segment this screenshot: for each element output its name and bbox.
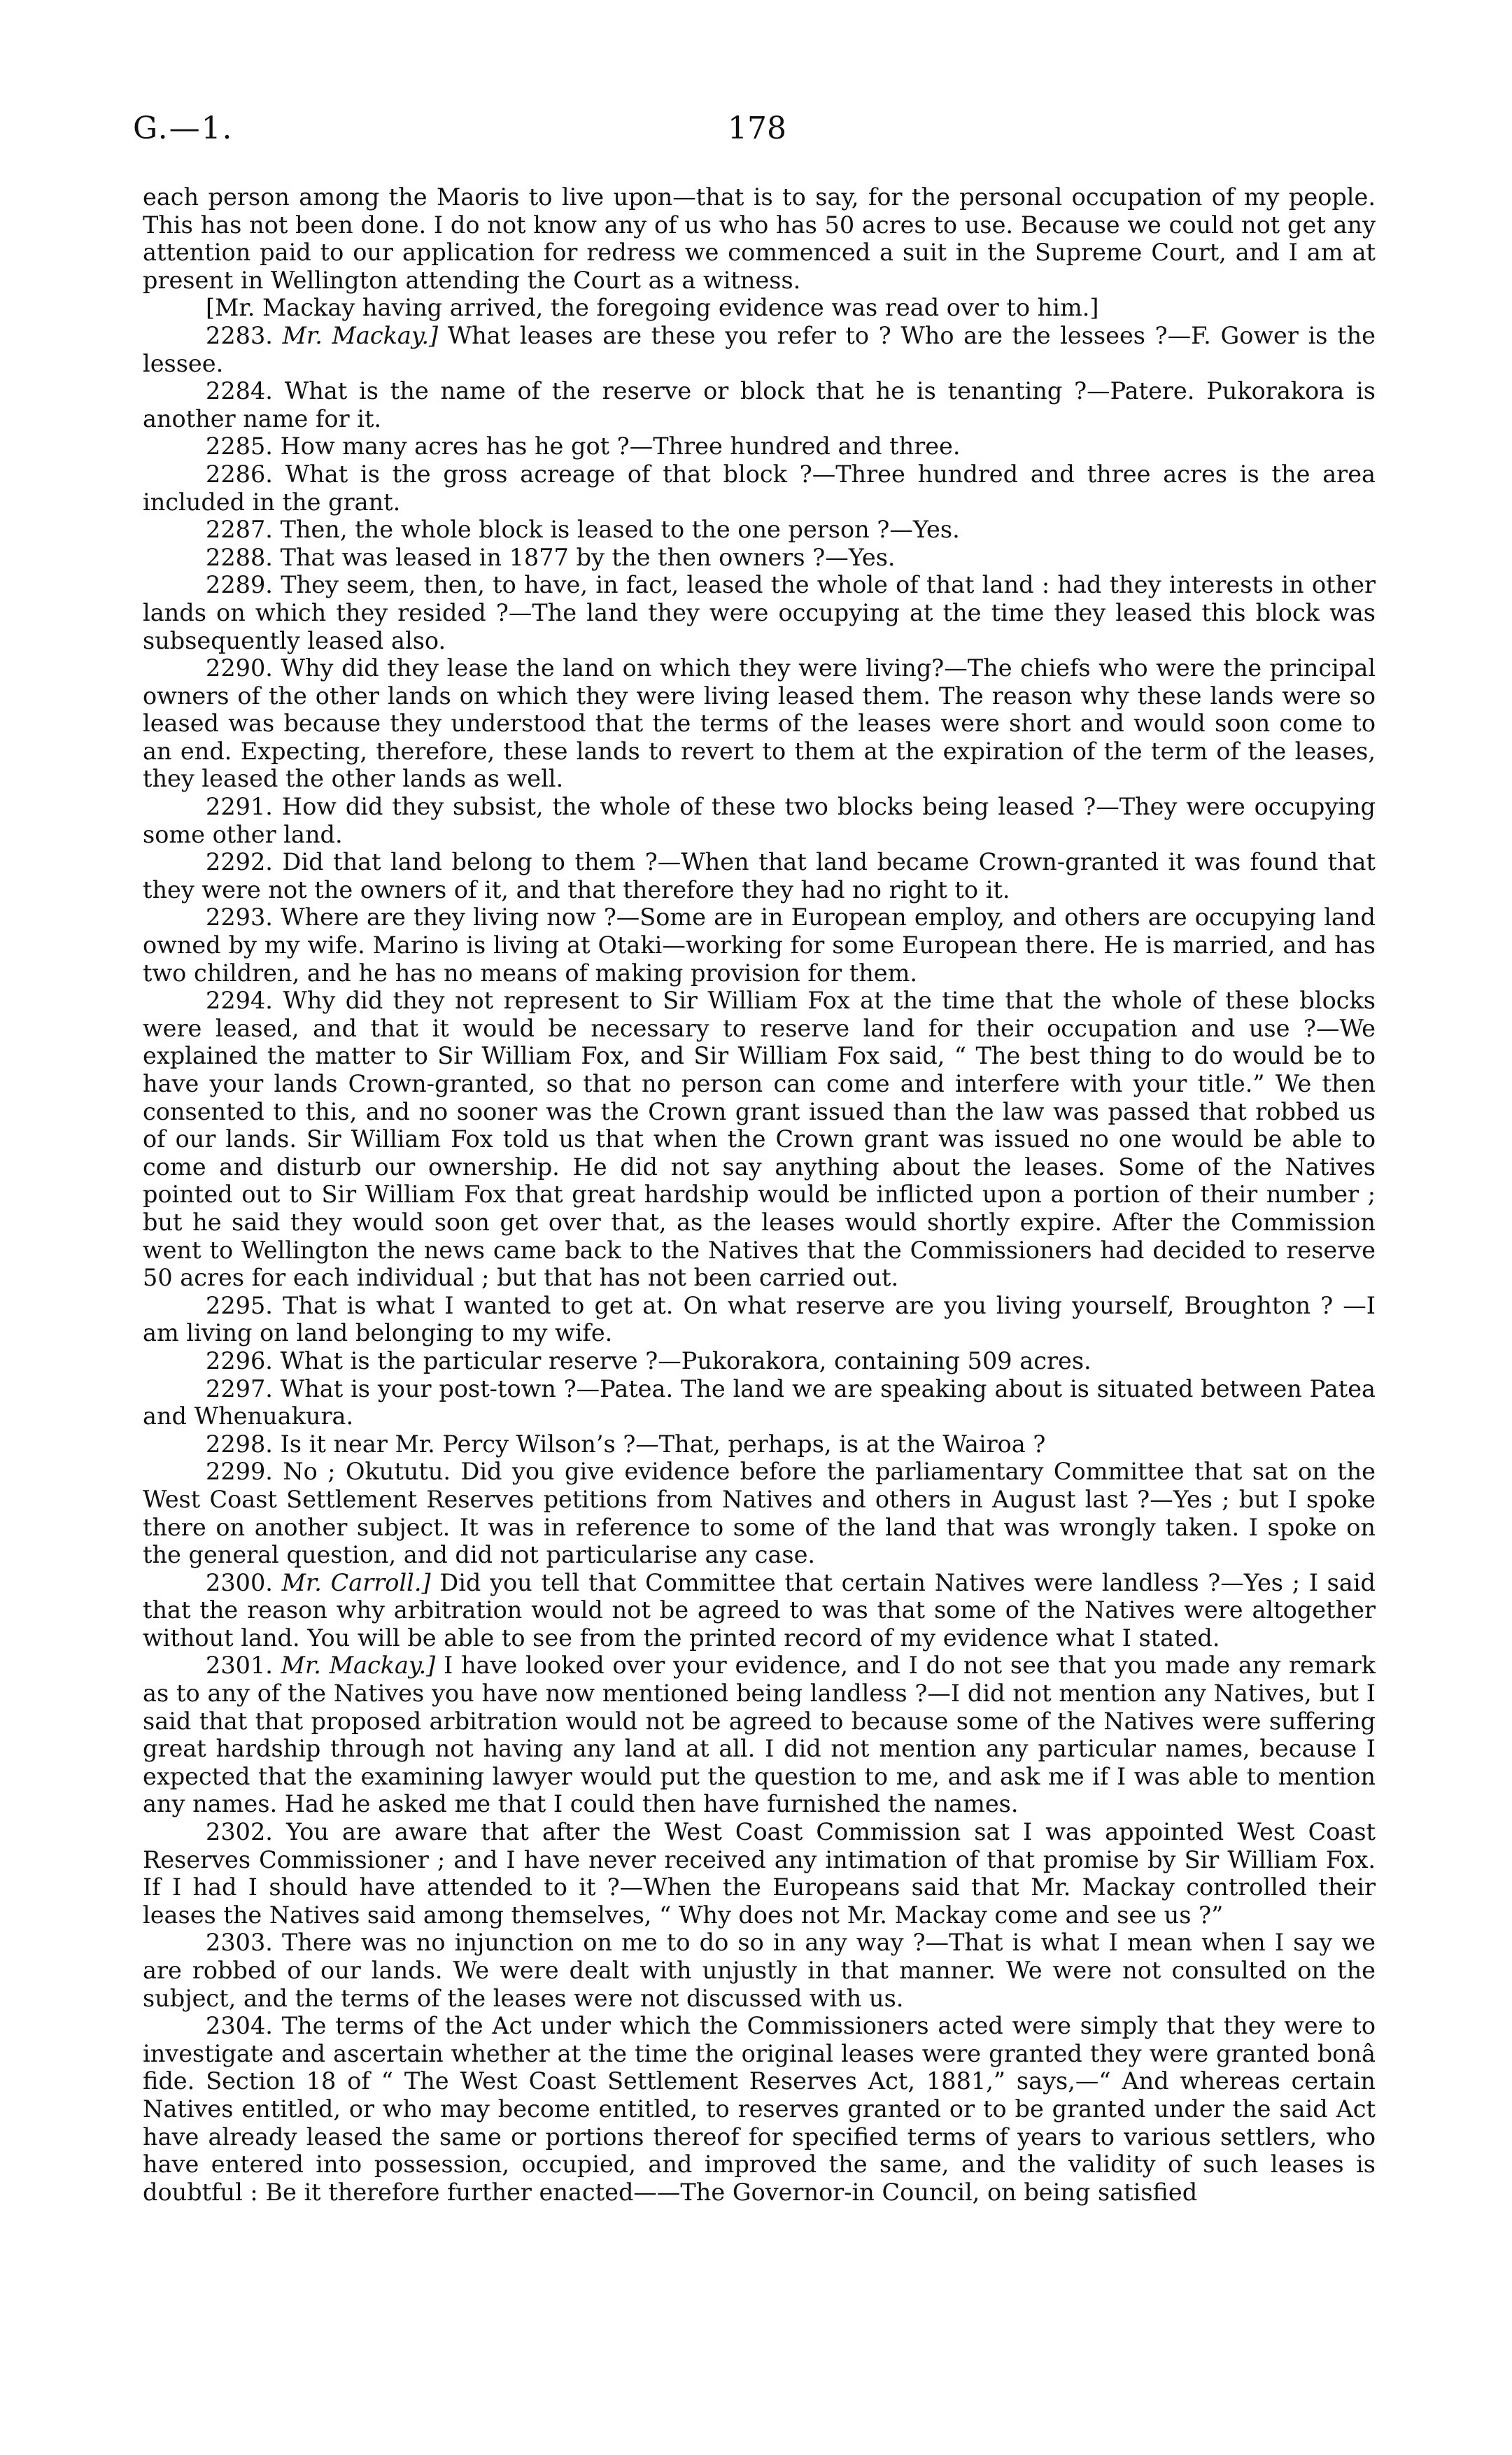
paragraph-text: each person among the Maoris to live upon—that is to say, for the personal occupation of my people. This has not been done. I do not know any of us who has 50 acres to use. Because we could not get any attention paid to our application for redress we commenced a suit in the Supreme Court, and I am at present in Wellington attending the Court as a witness. <box>143 183 1376 294</box>
question-number: 2303. <box>206 1929 273 1957</box>
paragraph-text: What is your post-town ?—Patea. The land we are speaking about is situated between Patea and Whenuakura. <box>143 1374 1376 1430</box>
question-2285 <box>143 432 1376 460</box>
question-2290 <box>143 654 1376 793</box>
question-2283 <box>143 322 1376 377</box>
question-2300 <box>143 1569 1376 1652</box>
paragraph-text: Why did they not represent to Sir William Fox at the time that the whole of these blocks were leased, and that it would be necessary to reserve land for their occupation and use ?—We explained the matter to Sir William Fox, and Sir William Fox said, “ The best thing to do would be to have your lands Crown-granted, so that no person can come and interfere with your title.” We then consented to this, and no sooner was the Crown grant issued than the law was passed that robbed us of our lands. Sir William Fox told us that when the Crown grant was issued no one would be able to come and disturb our ownership. He did not say anything about the leases. Some of the Natives pointed out to Sir William Fox that great hardship would be inflicted upon a portion of their number ; but he said they would soon get over that, as the leases would shortly expire. After the Commission went to Wellington the news came back to the Natives that the Commissioners had decided to reserve 50 acres for each individual ; but that has not been carried out. <box>143 987 1376 1292</box>
paragraph-text: Where are they living now ?—Some are in European employ, and others are occupying land owned by my wife. Marino is living at Otaki—working for some European there. He is married, and has two children, and he has no means of making provision for them. <box>143 903 1376 987</box>
question-2289 <box>143 571 1376 654</box>
paragraph-text: No ; Okututu. Did you give evidence before the parliamentary Committee that sat on the West Coast Settlement Reserves petitions from Natives and others in August last ?—Yes ; but I spoke there on another subject. It was in reference to some of the land that was wrongly taken. I spoke on the general question, and did not particularise any case. <box>143 1458 1376 1569</box>
question-2294 <box>143 987 1376 1292</box>
question-2291 <box>143 793 1376 848</box>
paragraph-text: That was leased in 1877 by the then owners ?—Yes. <box>280 543 896 571</box>
question-2298 <box>143 1430 1376 1458</box>
question-number: 2297. <box>206 1374 273 1402</box>
question-number: 2302. <box>206 1818 273 1846</box>
document-code: G.—1. <box>133 111 234 146</box>
speaker-label: Mr. Mackay.] <box>281 1652 436 1680</box>
question-2292 <box>143 848 1376 903</box>
paragraph <box>143 294 1376 322</box>
question-number: 2288. <box>206 543 273 571</box>
question-2295 <box>143 1292 1376 1347</box>
question-number: 2284. <box>206 377 273 405</box>
paragraph <box>143 183 1376 294</box>
question-2286 <box>143 460 1376 516</box>
question-number: 2289. <box>206 571 273 599</box>
paragraph-text: What is the name of the reserve or block that he is tenanting ?—Patere. Pukorakora is another name for it. <box>143 377 1376 432</box>
question-number: 2292. <box>206 848 273 876</box>
question-2297 <box>143 1375 1376 1430</box>
question-number: 2298. <box>206 1430 273 1458</box>
question-2303 <box>143 1929 1376 2012</box>
question-number: 2283. <box>206 321 273 349</box>
question-number: 2299. <box>206 1458 273 1486</box>
question-2287 <box>143 516 1376 544</box>
paragraph-text: Did you tell that Committee that certain Natives were landless ?—Yes ; I said that the reason why arbitration would not be agreed to was that some of the Natives were altogether without land. You will be able to see from the printed record of my evidence what I stated. <box>143 1568 1376 1652</box>
paragraph-text: Why did they lease the land on which they were living?—The chiefs who were the principal owners of the other lands on which they were living leased them. The reason why these lands were so leased was because they understood that the terms of the leases were short and would soon come to an end. Expecting, therefore, these lands to revert to them at the expiration of the term of the leases, they leased the other lands as well. <box>143 654 1376 793</box>
question-number: 2300. <box>206 1568 273 1596</box>
question-number: 2287. <box>206 516 273 544</box>
document-body <box>143 183 1376 2206</box>
question-number: 2304. <box>206 2012 273 2040</box>
question-number: 2294. <box>206 987 273 1015</box>
question-number: 2290. <box>206 654 273 682</box>
paragraph-text: How did they subsist, the whole of these two blocks being leased ?—They were occupying some other land. <box>143 793 1376 848</box>
paragraph-text: What is the gross acreage of that block ?—Three hundred and three acres is the area included in the grant. <box>143 460 1376 516</box>
question-number: 2285. <box>206 432 273 460</box>
paragraph-text: Is it near Mr. Percy Wilson’s ?—That, perhaps, is at the Wairoa ? <box>280 1430 1046 1458</box>
question-number: 2301. <box>206 1652 273 1680</box>
question-2284 <box>143 377 1376 432</box>
question-2302 <box>143 1818 1376 1929</box>
question-number: 2293. <box>206 903 273 931</box>
question-2304 <box>143 2012 1376 2206</box>
question-2301 <box>143 1652 1376 1818</box>
paragraph-text: They seem, then, to have, in fact, leased the whole of that land : had they interests in other lands on which they resided ?—The land they were occupying at the time they leased this block was subsequently leased also. <box>143 571 1376 654</box>
paragraph-text: How many acres has he got ?—Three hundred and three. <box>280 432 961 460</box>
paragraph-text: [Mr. Mackay having arrived, the foregoing evidence was read over to him.] <box>206 294 1099 322</box>
question-2296 <box>143 1347 1376 1375</box>
paragraph-text: There was no injunction on me to do so in any way ?—That is what I mean when I say we are robbed of our lands. We were dealt with unjustly in that manner. We were not consulted on the subject, and the terms of the leases were not discussed with us. <box>143 1929 1376 2012</box>
question-number: 2291. <box>206 793 273 821</box>
paragraph-text: The terms of the Act under which the Commissioners acted were simply that they were to investigate and ascertain whether at the time the original leases were granted they were granted bonâ fide. Section 18 of “ The West Coast Settlement Reserves Act, 1881,” says,—“ And whereas certain Natives entitled, or who may become entitled, to reserves granted or to be granted under the said Act have already leased the same or portions thereof for specified terms of years to various settlers, who have entered into possession, occupied, and improved the same, and the validity of such leases is doubtful : Be it therefore further enacted——The Governor-in Council, on being satisfied <box>143 2012 1376 2206</box>
question-number: 2296. <box>206 1346 273 1374</box>
paragraph-text: What is the particular reserve ?—Pukorakora, containing 509 acres. <box>280 1346 1091 1374</box>
paragraph-text: What leases are these you refer to ? Who are the lessees ?—F. Gower is the lessee. <box>143 321 1376 377</box>
question-number: 2295. <box>206 1291 273 1319</box>
paragraph-text: That is what I wanted to get at. On what reserve are you living yourself, Broughton ? —I am living on land belonging to my wife. <box>143 1291 1376 1347</box>
paragraph-text: I have looked over your evidence, and I do not see that you made any remark as to any of the Natives you have now mentioned being landless ?—I did not mention any Natives, but I said that that proposed arbitration would not be agreed to because some of the Natives were suffering great hardship through not having any land at all. I did not mention any particular names, because I expected that the examining lawyer would put the question to me, and ask me if I was able to mention any names. Had he asked me that I could then have furnished the names. <box>143 1652 1376 1818</box>
question-2293 <box>143 903 1376 987</box>
paragraph-text: Did that land belong to them ?—When that land became Crown-granted it was found that they were not the owners of it, and that therefore they had no right to it. <box>143 848 1376 903</box>
paragraph-text: You are aware that after the West Coast Commission sat I was appointed West Coast Reserves Commissioner ; and I have never received any intimation of that promise by Sir William Fox. If I had I should have attended to it ?—When the Europeans said that Mr. Mackay controlled their leases the Natives said among themselves, “ Why does not Mr. Mackay come and see us ?” <box>143 1818 1376 1929</box>
question-2288 <box>143 544 1376 572</box>
paragraph-text: Then, the whole block is leased to the one person ?—Yes. <box>280 516 960 544</box>
question-2299 <box>143 1458 1376 1568</box>
speaker-label: Mr. Mackay.] <box>282 321 439 349</box>
speaker-label: Mr. Carroll.] <box>281 1568 431 1596</box>
page-number: 178 <box>728 111 786 146</box>
question-number: 2286. <box>206 460 273 488</box>
page-header <box>133 111 1392 153</box>
